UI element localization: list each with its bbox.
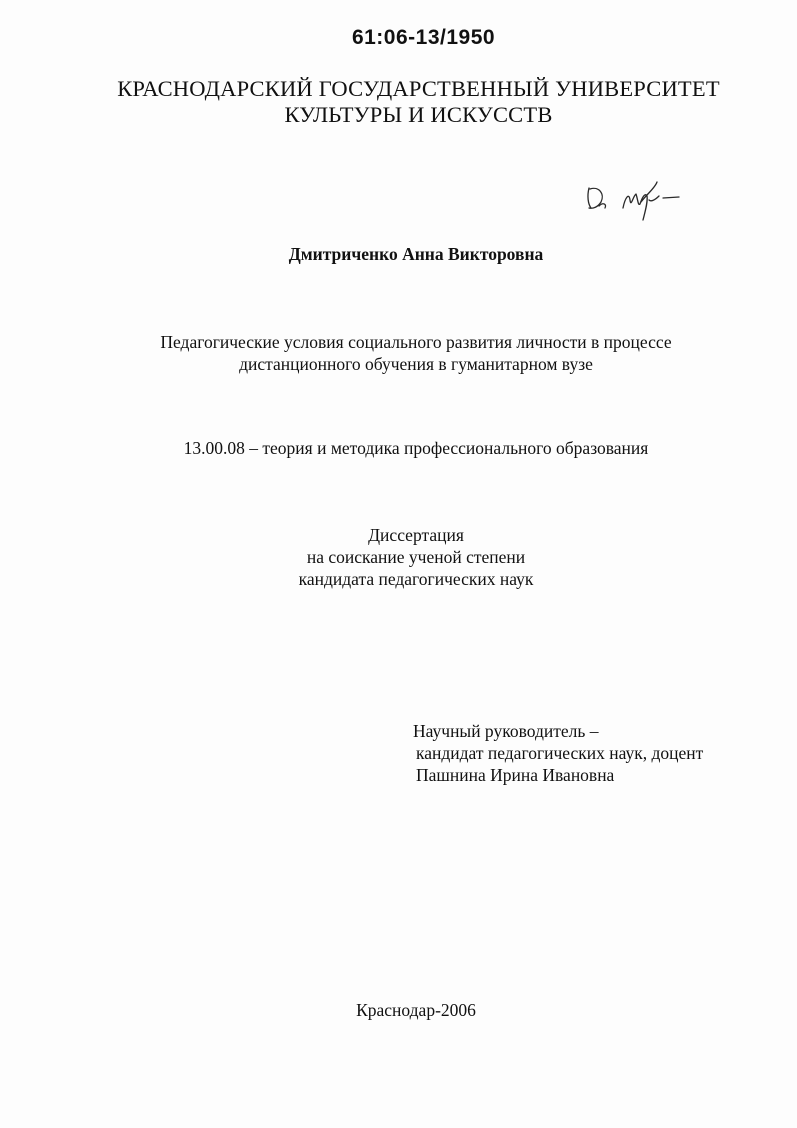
university-name-line-1: КРАСНОДАРСКИЙ ГОСУДАРСТВЕННЫЙ УНИВЕРСИТЕТ: [117, 76, 720, 101]
archive-number: 61:06-13/1950: [351, 26, 496, 49]
dissertation-title: [0, 331, 797, 375]
university-name: [0, 76, 797, 128]
supervisor-name: Пашнина Ирина Ивановна: [416, 765, 615, 785]
dissertation-title-line-1: Педагогические условия социального развития личности в процессе: [160, 332, 672, 352]
dissertation-title-line-2: дистанционного обучения в гуманитарном вузе: [239, 354, 593, 374]
university-name-line-2: КУЛЬТУРЫ И ИСКУССТВ: [284, 102, 553, 127]
supervisor-degree: кандидат педагогических наук, доцент: [416, 743, 704, 763]
city-year: Краснодар-2006: [356, 1000, 476, 1020]
degree-line-3: кандидата педагогических наук: [298, 569, 534, 589]
degree-statement: [0, 524, 797, 590]
author-name: Дмитриченко Анна Викторовна: [288, 244, 544, 264]
supervisor-label: Научный руководитель –: [413, 721, 599, 741]
supervisor-block: [413, 720, 703, 786]
handwritten-signature-icon: [585, 178, 685, 224]
degree-line-1: Диссертация: [368, 525, 464, 545]
degree-line-2: на соискание ученой степени: [306, 547, 526, 567]
specialty-code: 13.00.08 – теория и методика профессионального образования: [183, 438, 649, 458]
